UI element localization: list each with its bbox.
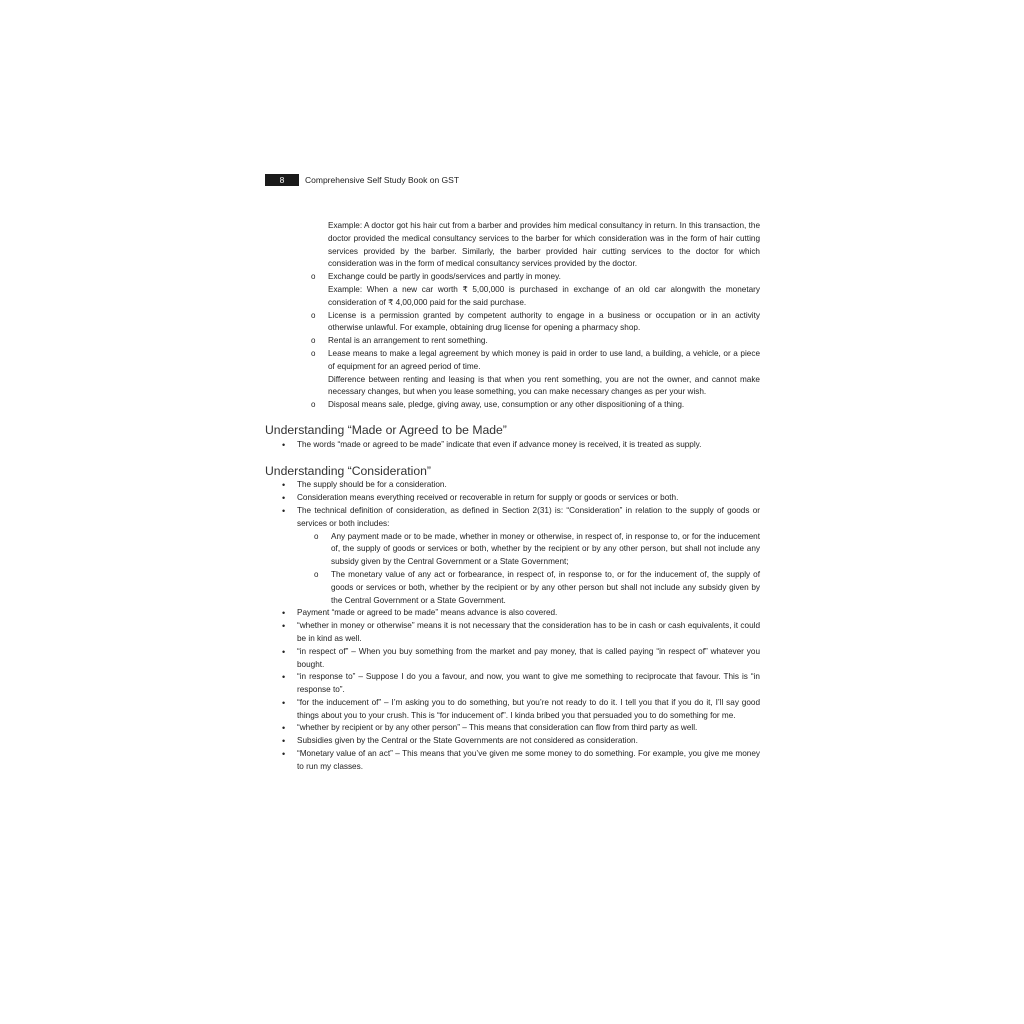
heading-made-or-agreed: Understanding “Made or Agreed to be Made” — [265, 422, 507, 437]
list-item: • The words “made or agreed to be made” indicate that even if advance money is received, it is treated as supply. — [282, 439, 760, 452]
list-item-example: Example: When a new car worth ₹ 5,00,000 is purchased in exchange of an old car alongwith the monetary consideration of ₹ 4,00,000 paid for the said purchase. — [328, 284, 760, 307]
list-item — [311, 335, 760, 348]
list-item — [311, 310, 760, 336]
page-number: 8 — [265, 174, 299, 186]
list-item-text: o Exchange could be partly in goods/services and partly in money. — [328, 272, 561, 282]
definition-sub-list — [314, 531, 760, 608]
list-item-text: o License is a permission granted by competent authority to engage in a business or occupation or in an activity otherwise unlawful. For example, obtaining drug license for opening a pharmacy shop. — [328, 310, 760, 333]
list-item: • “in response to” – Suppose I do you a favour, and now, you want to give me something to reciprocate that favour. This is “in response to”. — [282, 671, 760, 697]
intro-sub-list — [311, 271, 760, 412]
list-item: • “for the inducement of” – I’m asking you to do something, but you’re not ready to do it. I tell you that if you do it, I’ll say good things about you to your crush. This is “for inducement of”. I kinda bribed you that persuaded you to do something for me. — [282, 697, 760, 723]
list-item: • “whether in money or otherwise” means it is not necessary that the consideration has to be in cash or cash equivalents, it could be in kind as well. — [282, 620, 760, 646]
list-item: • The supply should be for a consideration. — [282, 479, 760, 492]
list-item: • Payment “made or agreed to be made” means advance is also covered. — [282, 607, 760, 620]
consideration-bullet-list — [282, 479, 760, 773]
list-item: • Subsidies given by the Central or the State Governments are not considered as consideration. — [282, 735, 760, 748]
list-item-text: o Lease means to make a legal agreement by which money is paid in order to use land, a building, a vehicle, or a piece of equipment for an agreed period of time. — [328, 348, 760, 371]
list-item — [311, 271, 760, 309]
list-item: • “Monetary value of an act” – This means that you’ve given me some money to do something. For example, you give me money to run my classes. — [282, 748, 760, 774]
list-item — [282, 505, 760, 607]
list-item: o Any payment made or to be made, whether in money or otherwise, in respect of, in response to, or for the inducement of, the supply of goods or services or both, whether by the recipient or by any other person, but shall not include any subsidy given by the Central Government or a State Government; — [314, 531, 760, 569]
list-item: • “in respect of” – When you buy something from the market and pay money, that is called paying “in respect of” whatever you bought. — [282, 646, 760, 672]
list-item — [311, 348, 760, 399]
definition-intro: The technical definition of consideration, as defined in Section 2(31) is: “Consideration” in relation to the supply of goods or services or both includes: — [297, 505, 760, 528]
page-body — [265, 220, 760, 774]
list-item: o The monetary value of any act or forbearance, in respect of, in response to, or for the inducement of, the supply of goods or services or both, whether by the recipient or by any other person but shall not include any subsidy given by the Central Government or a State Government. — [314, 569, 760, 607]
heading-consideration: Understanding “Consideration” — [265, 463, 431, 478]
list-item-text: o Rental is an arrangement to rent something. — [328, 336, 488, 346]
list-item-text: o Disposal means sale, pledge, giving away, use, consumption or any other dispositioning of a thing. — [328, 400, 685, 410]
page-header — [265, 174, 459, 186]
list-item: • “whether by recipient or by any other person” – This means that consideration can flow from third party as well. — [282, 722, 760, 735]
example-doctor-paragraph: Example: A doctor got his hair cut from a barber and provides him medical consultancy in return. In this transaction, the doctor provided the medical consultancy services to the barber for which consideration was in the form of hair cutting services provided by the barber. Similarly, the barber provided hair cutting services to the doctor for which consideration was in the form of medical consultancy services provided by the doctor. — [328, 221, 760, 269]
list-item — [311, 399, 760, 412]
list-item: • Consideration means everything received or recoverable in return for supply or goods or services or both. — [282, 492, 760, 505]
list-item-example: Difference between renting and leasing is that when you rent something, you are not the owner, and cannot make necessary changes, but when you lease something, you can make necessary changes as per your wish. — [328, 374, 760, 397]
book-title: Comprehensive Self Study Book on GST — [305, 175, 460, 185]
made-bullet-list — [282, 439, 760, 452]
